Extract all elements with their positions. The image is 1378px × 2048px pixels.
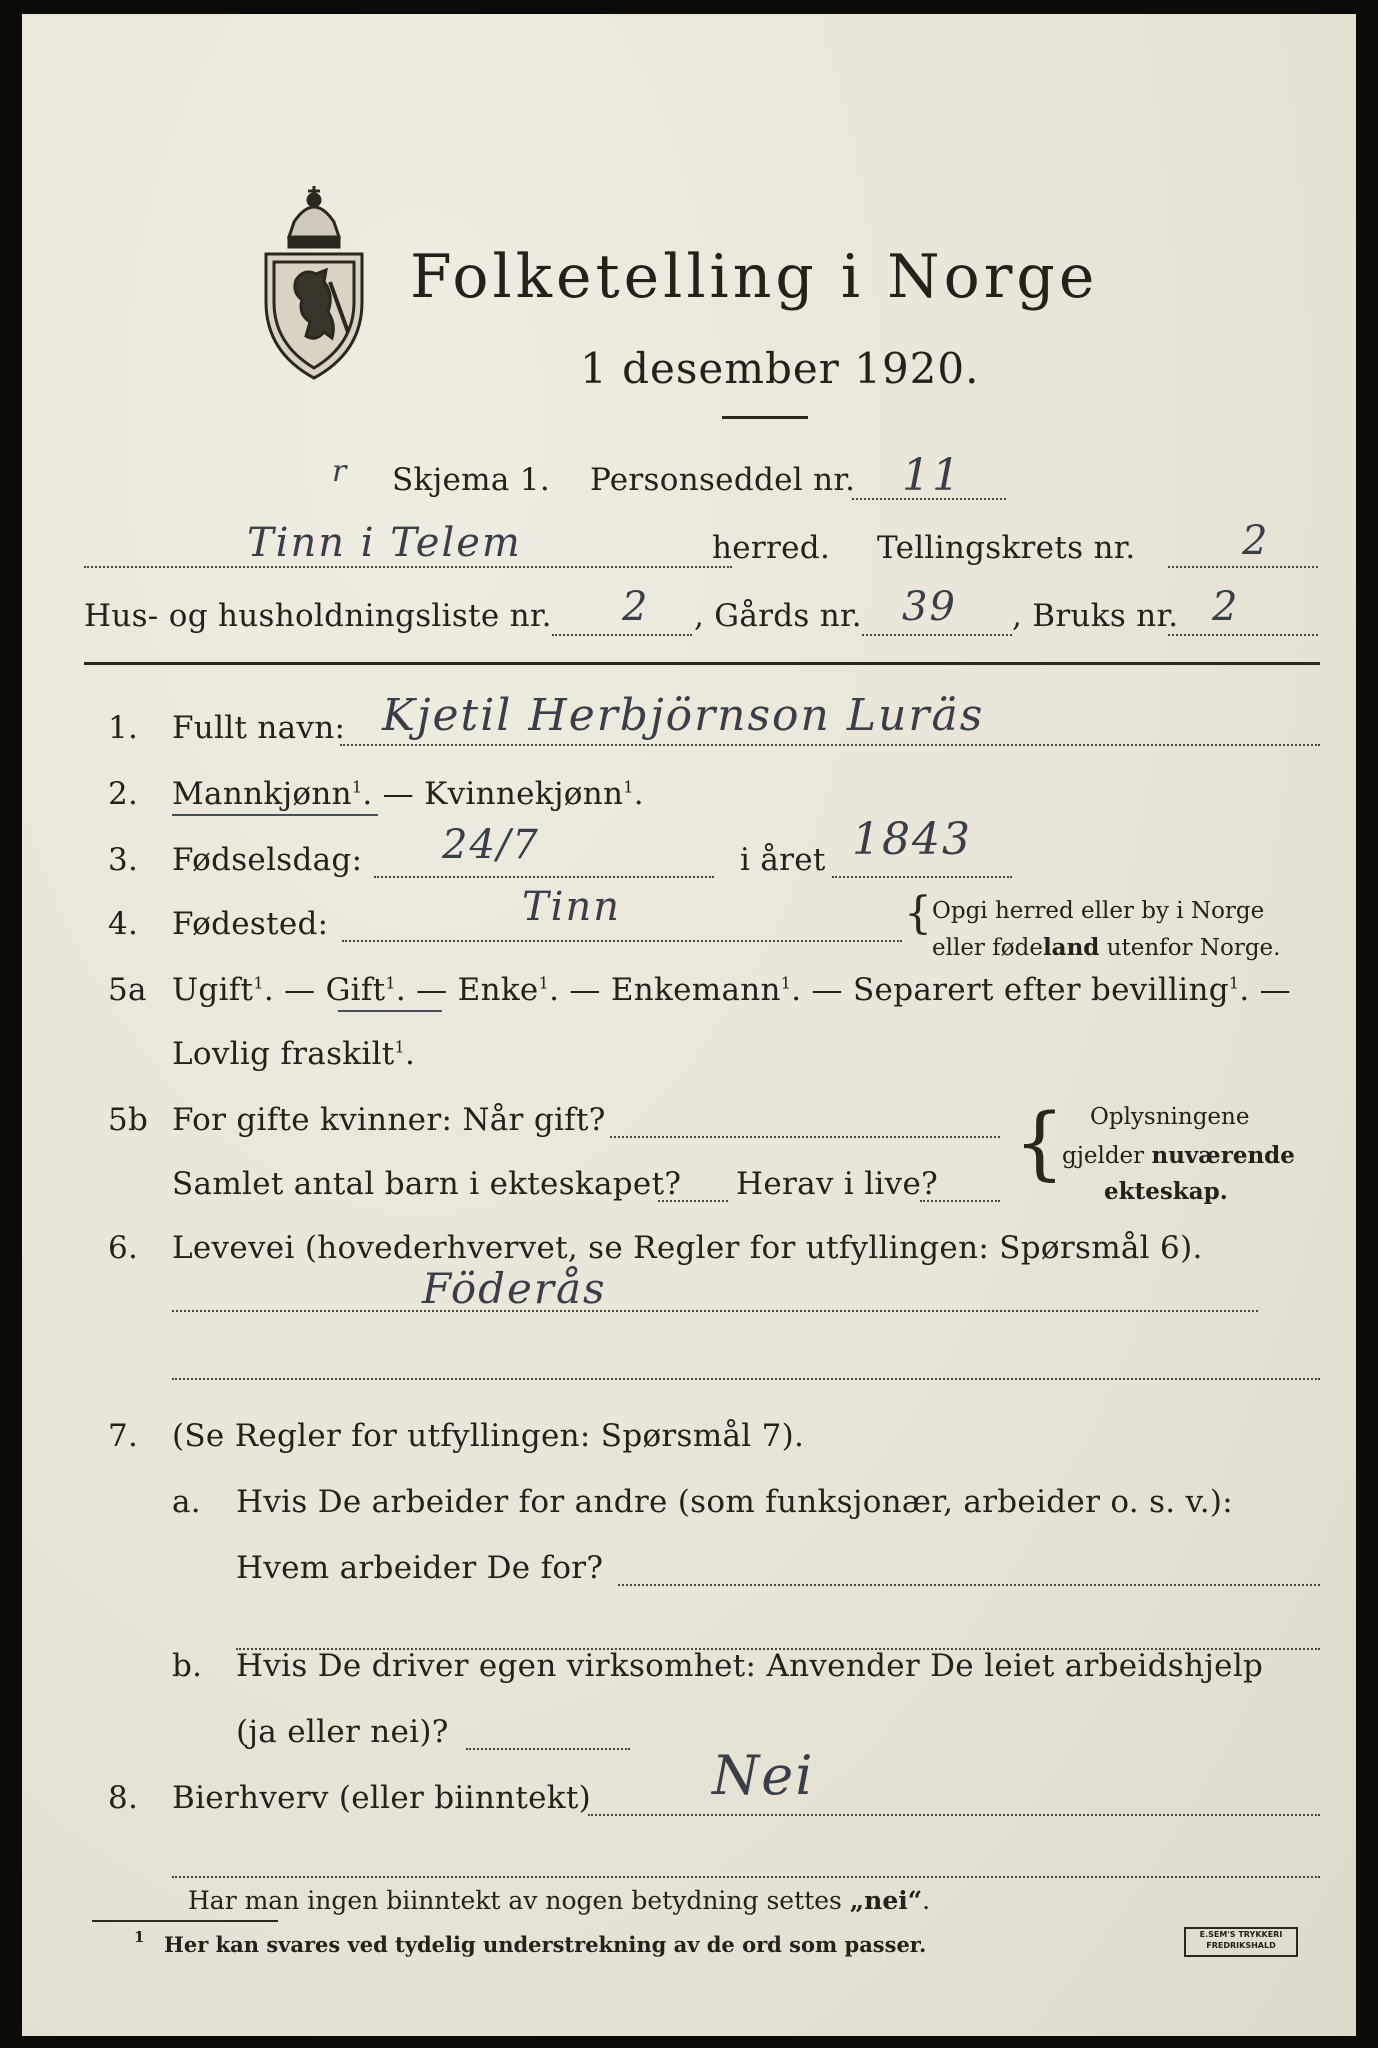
q7-number: 7.	[108, 1418, 139, 1454]
q3-label: Fødselsdag:	[172, 842, 363, 878]
coat-of-arms-icon	[244, 182, 384, 382]
herred-line	[84, 566, 732, 568]
year-label: i året	[740, 842, 826, 878]
title-divider	[722, 416, 808, 419]
stamp-line2: FREDRIKSHALD	[1206, 1941, 1276, 1950]
q7b-line2-dots	[466, 1748, 630, 1750]
q5b-line2b: Herav i live?	[736, 1166, 939, 1202]
q3-number: 3.	[108, 842, 139, 878]
q5b-note2a: gjelder	[1062, 1143, 1152, 1169]
tellingskrets-label: Tellingskrets nr.	[877, 530, 1136, 566]
q2-options	[172, 776, 644, 812]
q5a-sup-1: 1	[253, 973, 264, 993]
q6-line2	[172, 1378, 1320, 1380]
q4-note-line2	[932, 934, 1280, 961]
q4-brace: {	[904, 888, 932, 939]
liste-line	[552, 634, 692, 636]
gender-female[interactable]: Kvinnekjønn	[424, 776, 624, 812]
birthday-value[interactable]: 24/7	[442, 822, 540, 868]
side-income-value[interactable]: Nei	[712, 1744, 815, 1807]
q2-sup-a: 1	[351, 777, 363, 797]
q1-label: Fullt navn:	[172, 710, 346, 746]
q2-separator: . —	[362, 776, 425, 812]
q5b-note2b: nuværende	[1151, 1142, 1295, 1169]
q7b-line1: Hvis De driver egen virksomhet: Anvender De leiet arbeidshjelp	[236, 1648, 1264, 1684]
q5b-line2b-dots	[920, 1200, 1000, 1202]
q4-note-a: eller føde	[932, 935, 1043, 961]
q3-line	[374, 876, 714, 878]
q5b-note1: Oplysningene	[1090, 1104, 1250, 1130]
status-enke[interactable]: Enke	[457, 972, 539, 1008]
gards-value[interactable]: 39	[902, 584, 957, 630]
census-date: 1 desember 1920.	[580, 344, 980, 393]
q8-note-a: Har man ingen biinntekt av nogen betydning settes	[188, 1886, 850, 1915]
status-enkemann[interactable]: Enkemann	[610, 972, 781, 1008]
q5b-line2: Samlet antal barn i ekteskapet?	[172, 1166, 682, 1202]
q5a-end-dash: . —	[1239, 972, 1291, 1008]
q6-number: 6.	[108, 1230, 139, 1266]
q5b-note3: ekteskap.	[1104, 1178, 1228, 1205]
gards-label: , Gårds nr.	[694, 598, 862, 634]
q1-line	[340, 744, 1320, 746]
q8-note-c: .	[922, 1886, 931, 1915]
printer-stamp	[1184, 1927, 1298, 1957]
q4-note-b: land	[1042, 934, 1100, 961]
bruks-label: , Bruks nr.	[1012, 598, 1179, 634]
full-name-value[interactable]: Kjetil Herbjörnson Luräs	[382, 690, 985, 741]
q8-note	[188, 1886, 930, 1915]
q4-line	[342, 940, 902, 942]
q5a-sup-4: 1	[780, 973, 792, 993]
gards-line	[862, 634, 1012, 636]
q5a-line2	[172, 1036, 415, 1072]
q6-line1	[172, 1310, 1258, 1312]
q2-number: 2.	[108, 776, 139, 812]
q5a-dash-1: . —	[263, 972, 326, 1008]
occupation-value[interactable]: Föderås	[422, 1264, 607, 1313]
q5a-sup-2: 1	[385, 973, 396, 993]
status-separert[interactable]: Separert efter bevilling	[853, 972, 1229, 1008]
q8-number: 8.	[108, 1780, 139, 1816]
status-gift[interactable]: Gift	[325, 972, 386, 1008]
q5a-dash-2: . —	[395, 972, 458, 1008]
q7a-line2-dots	[618, 1584, 1320, 1586]
q5b-line1: For gifte kvinner: Når gift?	[172, 1102, 606, 1138]
q8-line	[588, 1814, 1320, 1816]
q7-label: (Se Regler for utfyllingen: Spørsmål 7).	[172, 1418, 805, 1454]
birthplace-value[interactable]: Tinn	[522, 884, 621, 930]
census-form	[22, 14, 1356, 2036]
male-underline	[172, 814, 378, 816]
tellingskrets-value[interactable]: 2	[1242, 518, 1270, 564]
q5b-line1-dots	[610, 1136, 1000, 1138]
bruks-value[interactable]: 2	[1212, 584, 1240, 630]
personseddel-value[interactable]: 11	[902, 450, 962, 501]
q1-number: 1.	[108, 710, 139, 746]
status-lovlig-fraskilt[interactable]: Lovlig fraskilt	[172, 1036, 395, 1072]
q5a-sup-3: 1	[538, 973, 550, 993]
q7a-line2: Hvem arbeider De for?	[236, 1550, 604, 1586]
q5a-sup-5: 1	[1228, 973, 1240, 993]
stamp-line1: E.SEM'S TRYKKERI	[1199, 1930, 1283, 1939]
tellingskrets-line	[1168, 566, 1318, 568]
q8-label: Bierhverv (eller biinntekt)	[172, 1780, 592, 1816]
herred-label: herred.	[712, 530, 831, 566]
q5b-note2	[1062, 1142, 1295, 1169]
q5a-options	[172, 972, 1291, 1008]
personseddel-label: Personseddel nr.	[590, 462, 856, 498]
q4-note-c: utenfor Norge.	[1099, 935, 1281, 961]
q6-label: Levevei (hovederhvervet, se Regler for utfyllingen: Spørsmål 6).	[172, 1230, 1203, 1266]
q4-number: 4.	[108, 906, 139, 942]
footnote-text: Her kan svares ved tydelig understrekning av de ord som passer.	[164, 1932, 927, 1957]
liste-label: Hus- og husholdningsliste nr.	[84, 598, 552, 634]
status-ugift[interactable]: Ugift	[172, 972, 254, 1008]
bruks-line	[1168, 634, 1318, 636]
birth-year-value[interactable]: 1843	[852, 814, 972, 865]
gender-male[interactable]: Mannkjønn	[172, 776, 352, 812]
herred-value[interactable]: Tinn i Telem	[247, 520, 522, 566]
q5a-number: 5a	[108, 972, 147, 1008]
q8-note-b: „nei“	[849, 1886, 923, 1915]
footnote-number: 1	[134, 1928, 145, 1946]
q5a-end: .	[405, 1036, 416, 1072]
q4-label: Fødested:	[172, 906, 329, 942]
q5a-sup-6: 1	[394, 1037, 406, 1057]
q5a-dash-4: . —	[791, 972, 854, 1008]
q2-end: .	[633, 776, 644, 812]
margin-mark: r	[332, 454, 349, 489]
footnote-rule	[92, 1920, 278, 1922]
q7a-line1: Hvis De arbeider for andre (som funksjonær, arbeider o. s. v.):	[236, 1484, 1234, 1520]
schema-label: Skjema 1.	[392, 462, 550, 498]
q7a-letter: a.	[172, 1484, 201, 1520]
q2-sup-b: 1	[623, 777, 634, 797]
q4-note-line1: Opgi herred eller by i Norge	[932, 898, 1265, 924]
q5a-dash-3: . —	[549, 972, 611, 1008]
q5b-line2-dots	[658, 1200, 728, 1202]
q7b-line2: (ja eller nei)?	[236, 1714, 449, 1750]
gift-underline	[338, 1010, 442, 1012]
form-title: Folketelling i Norge	[410, 242, 1099, 312]
liste-value[interactable]: 2	[622, 584, 650, 630]
q5b-brace: {	[1014, 1096, 1065, 1189]
q8-line2	[172, 1876, 1320, 1878]
q5b-number: 5b	[108, 1102, 149, 1138]
header-rule	[84, 662, 1320, 665]
year-line	[832, 876, 1012, 878]
q7b-letter: b.	[172, 1648, 203, 1684]
